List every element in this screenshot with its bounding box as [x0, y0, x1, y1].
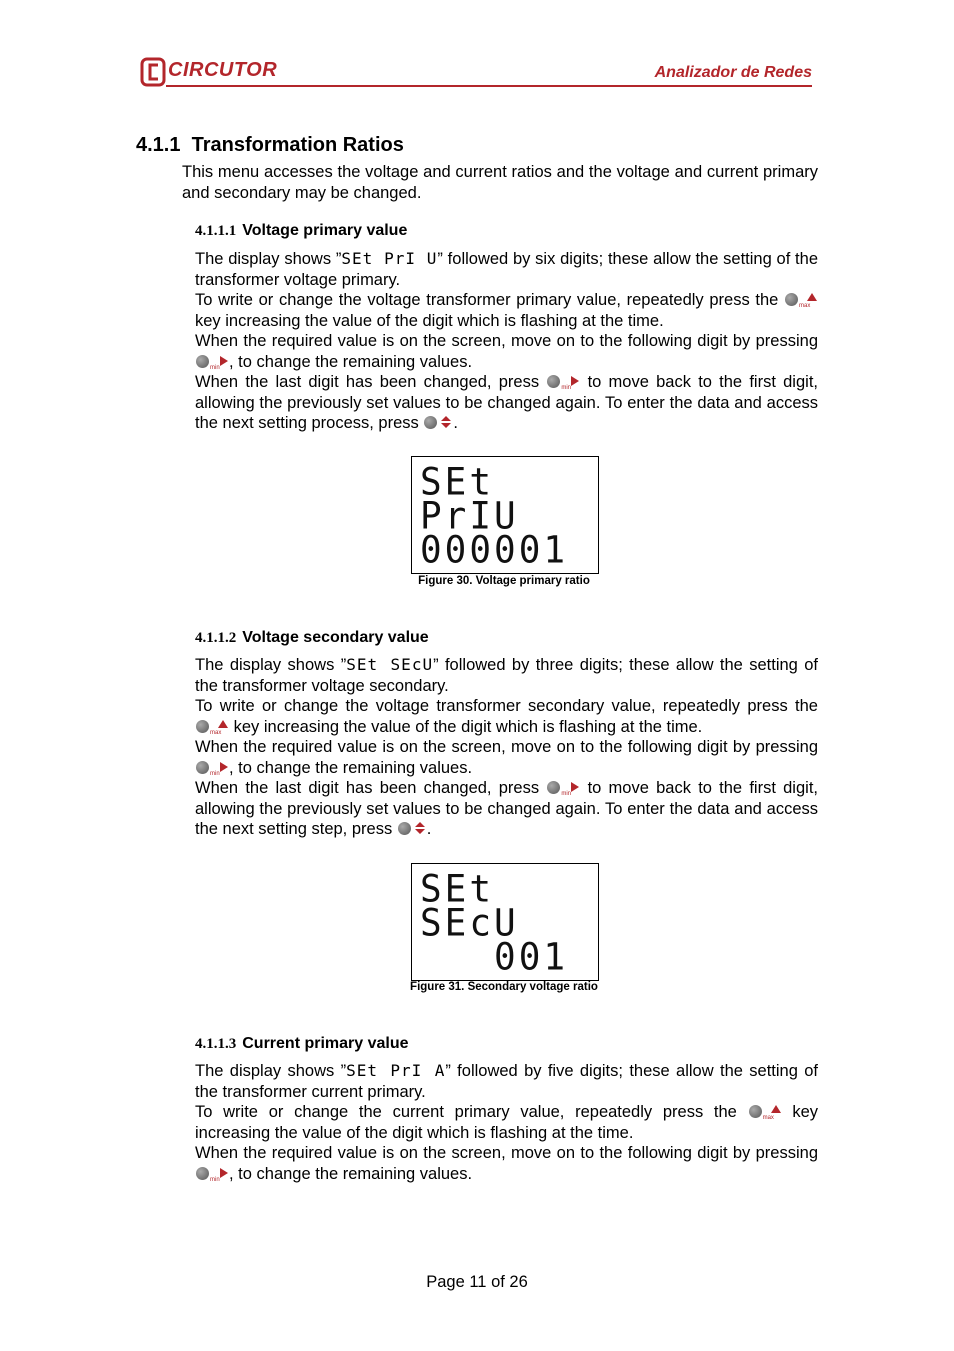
paragraph [195, 331, 818, 372]
subsection-title: Voltage primary value [242, 222, 408, 239]
header-rule [166, 85, 812, 87]
subsection-title: Voltage secondary value [242, 629, 429, 646]
lcd-row-2: SEcU [420, 901, 519, 945]
section-heading [136, 134, 404, 157]
lcd-row-2: PrIU [420, 494, 519, 538]
min-right-key-icon: min [546, 780, 580, 794]
text: . [453, 414, 458, 432]
display-code: SEt PrI A [346, 1061, 446, 1080]
max-up-key-icon: max [748, 1104, 782, 1118]
subsection-3-body [195, 1061, 818, 1184]
paragraph [195, 1061, 818, 1102]
lcd-row-1: SEt [420, 460, 495, 504]
page-number: Page 11 of 26 [426, 1273, 528, 1291]
subsection-title: Current primary value [242, 1035, 409, 1052]
paragraph [195, 655, 818, 696]
header-title: Analizador de Redes [654, 64, 812, 81]
figure-caption: Figure 30. Voltage primary ratio [418, 575, 590, 587]
max-up-key-icon: max [784, 292, 818, 306]
text: , to change the remaining values. [229, 1164, 473, 1183]
paragraph [195, 778, 818, 840]
text: , to change the remaining values. [229, 352, 473, 371]
max-up-key-icon: max [195, 719, 229, 733]
paragraph [195, 696, 818, 737]
text: When the required value is on the screen, move on to the following digit by pressing [195, 738, 818, 756]
paragraph [195, 372, 818, 434]
lcd-row-3: 000001 [420, 528, 569, 572]
lcd-display-voltage-secondary [411, 863, 599, 981]
text: The display shows ” [195, 656, 347, 674]
text: The display shows ” [195, 1062, 347, 1080]
subsection-2-body [195, 655, 818, 840]
min-right-key-icon: min [195, 760, 229, 774]
text: ” followed by three digits; these allow the setting of the transformer voltage secondary. [195, 656, 819, 695]
figure-caption: Figure 31. Secondary voltage ratio [410, 981, 598, 993]
text: The display shows ” [195, 250, 342, 268]
text: , to change the remaining values. [229, 758, 473, 777]
text: When the last digit has been changed, press [195, 779, 540, 797]
subsection-number: 4.1.1.1 [195, 223, 237, 239]
text: When the last digit has been changed, press [195, 373, 540, 391]
lcd-row-3: 001 [420, 935, 569, 979]
text: key increasing the value of the digit which is flashing at the time. [233, 717, 703, 736]
section-intro: This menu accesses the voltage and current ratios and the voltage and current primary and secondary may be changed. [182, 163, 818, 202]
text: to move back to the first digit, allowing the previously set values to be changed again. To enter the data and access the next setting process, press [195, 373, 818, 432]
text: To write or change the current primary value, repeatedly press the [195, 1103, 737, 1121]
text: ” followed by five digits; these allow the setting of the transformer current primary. [195, 1062, 818, 1101]
min-right-key-icon: min [195, 354, 229, 368]
text: key increasing the value of the digit which is flashing at the time. [195, 1103, 818, 1142]
lcd-row-1: SEt [420, 867, 495, 911]
text: . [426, 820, 432, 838]
paragraph [195, 737, 818, 778]
logo-text: CIRCUTOR [168, 59, 278, 81]
display-code: SEt SEcU [346, 655, 434, 674]
min-right-key-icon: min [546, 374, 580, 388]
paragraph [195, 290, 818, 331]
min-right-key-icon: min [195, 1166, 229, 1180]
section-number: 4.1.1 [136, 134, 181, 156]
subsection-heading-1 [195, 222, 407, 240]
subsection-heading-2 [195, 629, 429, 647]
text: key increasing the value of the digit which is flashing at the time. [195, 311, 664, 330]
enter-updown-key-icon [423, 415, 453, 429]
text: When the required value is on the screen, move on to the following digit by pressing [195, 332, 818, 350]
subsection-1-body [195, 249, 818, 434]
text: To write or change the voltage transformer secondary value, repeatedly press the [195, 697, 818, 715]
subsection-number: 4.1.1.2 [195, 630, 237, 646]
paragraph [195, 1102, 818, 1143]
section-title: Transformation Ratios [191, 134, 404, 156]
lcd-display-voltage-primary [411, 456, 599, 574]
paragraph [195, 249, 818, 290]
text: to move back to the first digit, allowing the previously set values to be changed again. To enter the data and access the next setting step, press [195, 779, 818, 838]
enter-updown-key-icon [397, 821, 427, 835]
paragraph [195, 1143, 818, 1184]
subsection-number: 4.1.1.3 [195, 1036, 237, 1052]
display-code: SEt PrI U [341, 249, 438, 268]
text: To write or change the voltage transformer primary value, repeatedly press the [195, 291, 779, 309]
text: ” followed by six digits; these allow the setting of the transformer voltage primary. [195, 250, 818, 289]
text: When the required value is on the screen, move on to the following digit by pressing [195, 1144, 818, 1162]
subsection-heading-3 [195, 1035, 409, 1053]
